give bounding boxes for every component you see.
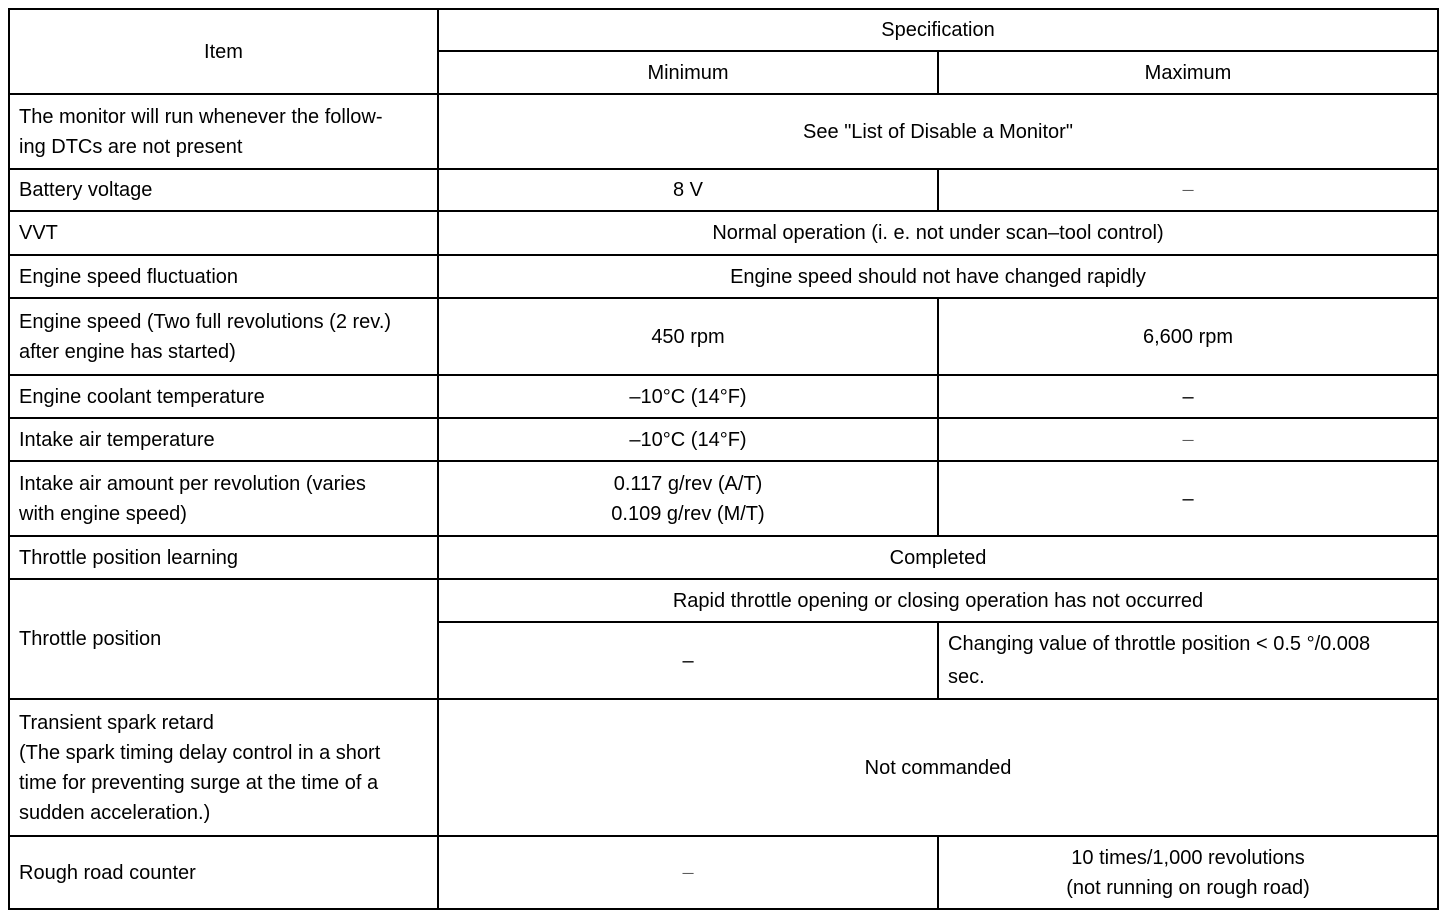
table-row [9, 255, 1438, 298]
item-cell [9, 461, 438, 536]
min-cell [438, 461, 938, 536]
max-cell [938, 169, 1438, 211]
table-row [9, 536, 1438, 579]
min-cell: – [438, 622, 938, 699]
spec-cell: Normal operation (i. e. not under scan–tool control) [438, 211, 1438, 255]
table-row [9, 699, 1438, 836]
min-text: 0.109 g/rev (M/T) [611, 502, 765, 525]
item-text: Transient spark retard [19, 711, 214, 734]
header-item: Item [9, 9, 438, 94]
table-row [9, 169, 1438, 211]
item-text: with engine speed) [19, 502, 187, 525]
min-cell: 8 V [438, 169, 938, 211]
max-cell: 6,600 rpm [938, 298, 1438, 375]
table-row [9, 836, 1438, 909]
max-cell [938, 836, 1438, 909]
max-cell: – [938, 375, 1438, 418]
max-cell: – [938, 461, 1438, 536]
max-text: 10 times/1,000 revolutions [1071, 846, 1305, 869]
item-cell [9, 298, 438, 375]
min-cell: –10°C (14°F) [438, 418, 938, 461]
table-row [9, 418, 1438, 461]
item-cell: Engine coolant temperature [9, 375, 438, 418]
item-cell: VVT [9, 211, 438, 255]
table-row [9, 375, 1438, 418]
item-text: after engine has started) [19, 340, 236, 363]
min-cell: 450 rpm [438, 298, 938, 375]
item-cell: Throttle position [9, 579, 438, 699]
spec-cell: See "List of Disable a Monitor" [438, 94, 1438, 169]
item-text: Intake air amount per revolution (varies [19, 472, 366, 495]
item-cell: Engine speed fluctuation [9, 255, 438, 298]
item-cell: Intake air temperature [9, 418, 438, 461]
item-cell [9, 699, 438, 836]
item-text: sudden acceleration.) [19, 801, 211, 824]
min-cell [438, 836, 938, 909]
item-cell [9, 94, 438, 169]
item-text: (The spark timing delay control in a short [19, 741, 381, 764]
spec-cell: Engine speed should not have changed rapidly [438, 255, 1438, 298]
item-cell: Throttle position learning [9, 536, 438, 579]
item-text: time for preventing surge at the time of a [19, 771, 379, 794]
max-text: Changing value of throttle position < 0.5 °/0.008 [948, 632, 1371, 655]
min-text: 0.117 g/rev (A/T) [613, 472, 763, 495]
header-minimum: Minimum [438, 51, 938, 94]
header-specification: Specification [438, 9, 1438, 51]
item-cell: Rough road counter [9, 836, 438, 909]
item-text: The monitor will run whenever the follow- [19, 105, 383, 128]
item-text: ing DTCs are not present [19, 135, 243, 158]
max-text: sec. [948, 665, 985, 688]
specification-table [8, 8, 1439, 910]
table-row [9, 579, 1438, 622]
spec-cell: Not commanded [438, 699, 1438, 836]
table-row [9, 94, 1438, 169]
header-maximum: Maximum [938, 51, 1438, 94]
table-row [9, 211, 1438, 255]
item-cell: Battery voltage [9, 169, 438, 211]
table-row [9, 461, 1438, 536]
max-text: (not running on rough road) [1066, 876, 1310, 899]
dash-text: – [1182, 434, 1194, 445]
table-row [9, 298, 1438, 375]
max-cell [938, 622, 1438, 699]
item-text: Engine speed (Two full revolutions (2 rev.) [19, 310, 392, 333]
spec-cell: Rapid throttle opening or closing operation has not occurred [438, 579, 1438, 622]
dash-text: – [1182, 184, 1194, 196]
dash-text: – [682, 867, 694, 878]
max-cell [938, 418, 1438, 461]
spec-cell: Completed [438, 536, 1438, 579]
min-cell: –10°C (14°F) [438, 375, 938, 418]
